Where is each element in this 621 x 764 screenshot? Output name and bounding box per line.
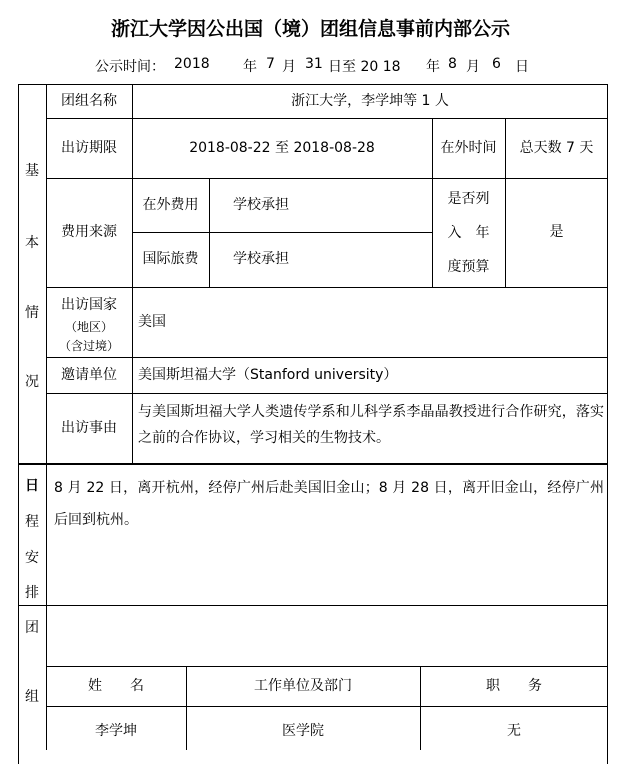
members-header-unit: 工作单位及部门 <box>254 677 352 694</box>
budget-label-line-2: 入 年 <box>447 224 490 241</box>
country-label-line-3: （含过境） <box>58 339 119 354</box>
period-start-month: 7 <box>266 56 275 72</box>
side-label-group-1: 团 <box>25 620 39 636</box>
members-header-name: 姓 名 <box>88 677 144 694</box>
period-start-year: 2018 <box>174 56 210 72</box>
purpose-value: 与美国斯坦福大学人类遗传学系和儿科学系李晶晶教授进行合作研究，落实之前的合作协议，学习相关的生物技术。 <box>138 404 604 446</box>
intl-travel-label: 国际旅费 <box>142 251 199 268</box>
period-end-month: 8 <box>448 56 457 72</box>
inviter-label: 邀请单位 <box>61 366 117 383</box>
country-label-line-2: （地区） <box>64 320 113 335</box>
group-name-value: 浙江大学，李学坤等 1 人 <box>291 92 449 109</box>
page-title: 浙江大学因公出国（境）团组信息事前内部公示 <box>110 18 510 40</box>
budget-label-line-1: 是否列 <box>447 190 490 207</box>
divider-schedule <box>18 463 608 465</box>
period-year-unit-1: 年 <box>243 59 257 75</box>
side-label-basic-1: 基 <box>25 163 39 179</box>
budget-value: 是 <box>549 224 564 241</box>
visit-period-label: 出访期限 <box>61 139 117 156</box>
country-label-line-1: 出访国家 <box>61 296 117 313</box>
period-start-day: 31 <box>305 56 323 72</box>
side-label-basic-4: 况 <box>25 374 39 390</box>
period-day-unit: 日 <box>515 59 529 75</box>
group-name-label: 团组名称 <box>61 92 117 109</box>
funding-source-label: 费用来源 <box>61 224 117 241</box>
member-unit: 医学院 <box>282 722 324 739</box>
purpose-label: 出访事由 <box>61 419 117 436</box>
country-value: 美国 <box>138 314 166 331</box>
intl-travel-value: 学校承担 <box>233 251 289 268</box>
budget-label-line-3: 度预算 <box>447 258 490 275</box>
inviter-value: 美国斯坦福大学（Stanford university） <box>138 366 398 383</box>
visit-period-value: 2018-08-22 至 2018-08-28 <box>189 139 375 156</box>
side-label-schedule-4: 排 <box>25 585 39 601</box>
period-month-unit-1: 月 <box>282 59 296 75</box>
divider-group <box>18 605 608 606</box>
side-label-schedule-2: 程 <box>25 514 39 530</box>
side-label-schedule-3: 安 <box>25 550 39 566</box>
side-label-basic-2: 本 <box>25 235 39 251</box>
abroad-cost-label: 在外费用 <box>142 196 199 213</box>
side-label-basic-3: 情 <box>25 305 39 321</box>
period-month-unit-2: 月 <box>466 59 480 75</box>
abroad-cost-value: 学校承担 <box>233 196 289 213</box>
period-end-day: 6 <box>492 56 501 72</box>
schedule-text: 8 月 22 日，离开杭州，经停广州后赴美国旧金山；8 月 28 日，离开旧金山，经停广州后回到杭州。 <box>54 480 604 528</box>
member-position: 无 <box>507 722 521 739</box>
member-name: 李学坤 <box>95 722 137 739</box>
time-abroad-label: 在外时间 <box>440 139 497 156</box>
side-label-group-2: 组 <box>25 689 39 705</box>
period-middle: 日至 20 18 <box>328 59 401 75</box>
time-abroad-value: 总天数 7 天 <box>519 139 594 156</box>
period-year-unit-2: 年 <box>426 59 440 75</box>
side-label-schedule-1: 日 <box>25 478 39 494</box>
members-header-position: 职 务 <box>486 677 542 694</box>
period-label: 公示时间： <box>95 59 165 75</box>
